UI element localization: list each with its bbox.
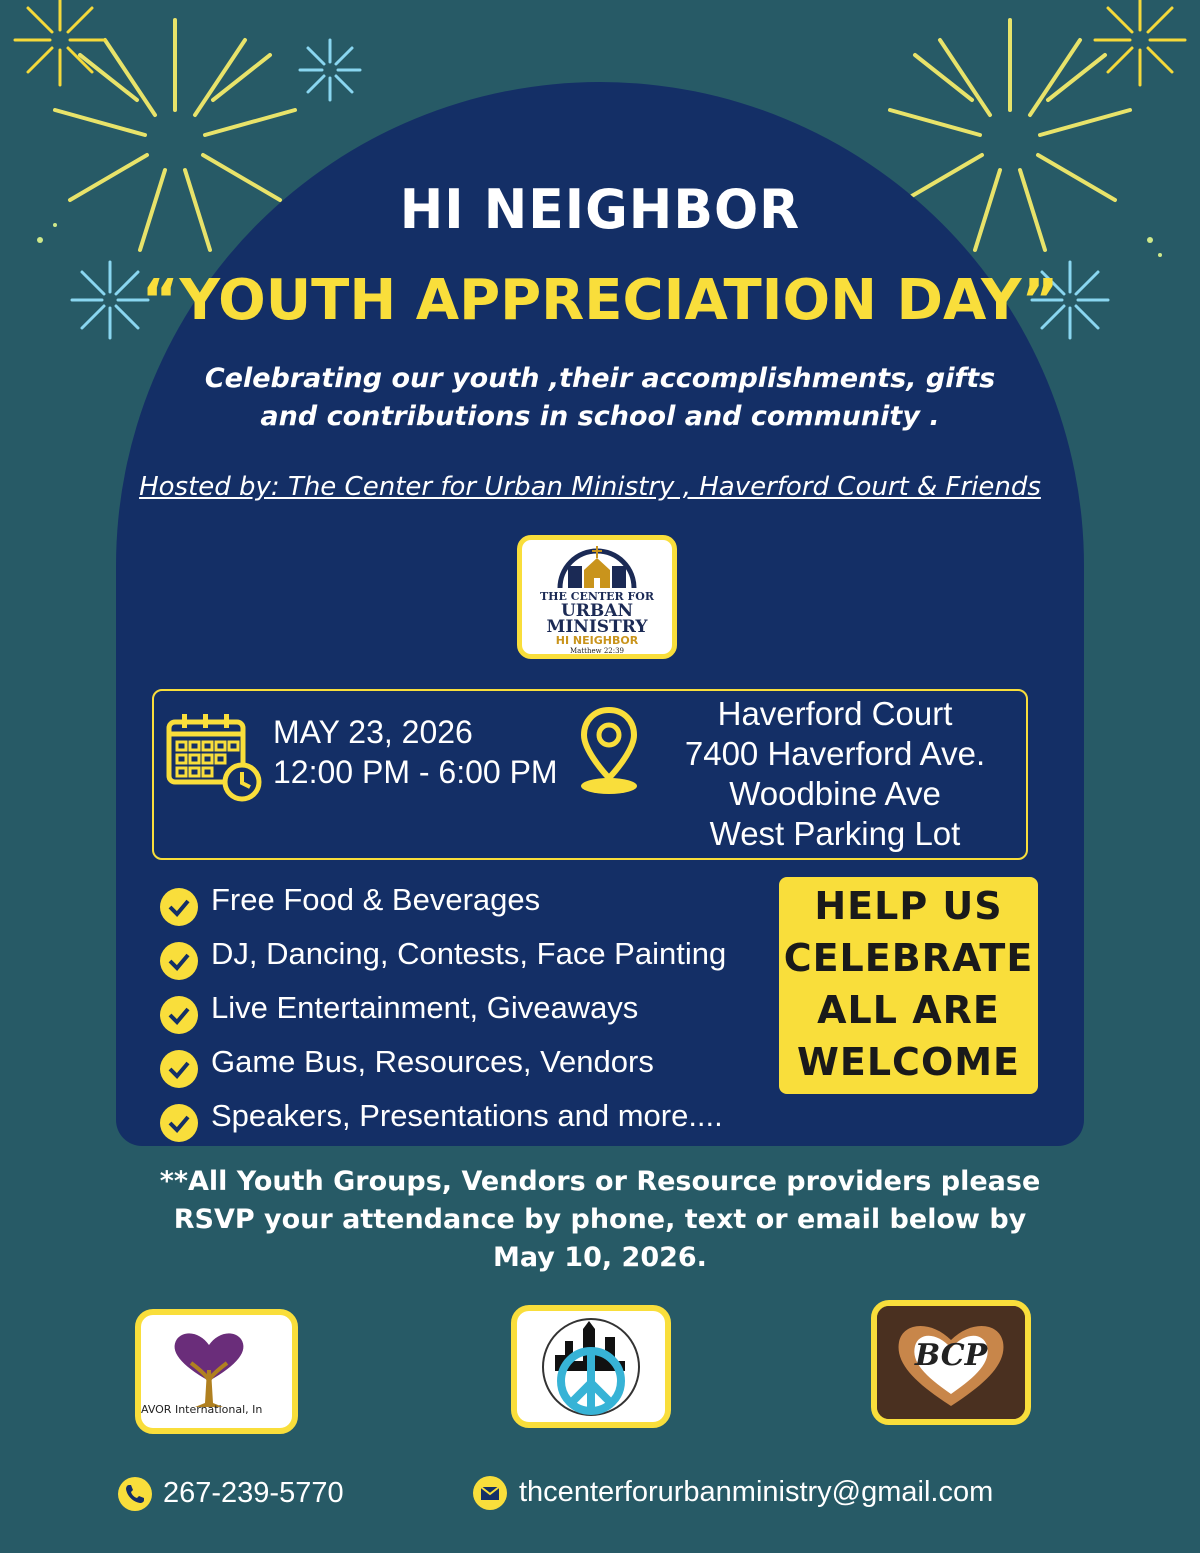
logo-text-line-4: HI NEIGHBOR bbox=[555, 634, 639, 647]
church-icon bbox=[552, 544, 642, 590]
feature-label: Speakers, Presentations and more.... bbox=[211, 1098, 723, 1133]
location-pin-icon bbox=[578, 706, 640, 796]
center-for-urban-ministry-logo bbox=[517, 535, 677, 659]
hosted-by-text: Hosted by: The Center for Urban Ministry , Haverford Court & Friends bbox=[139, 472, 1041, 502]
logo-text-line-3: MINISTRY bbox=[546, 617, 648, 637]
event-date-time bbox=[273, 712, 558, 792]
sponsor-logo-anti-violence bbox=[511, 1305, 671, 1428]
logo-text-line-1: THE CENTER FOR bbox=[539, 590, 655, 603]
event-time: 12:00 PM - 6:00 PM bbox=[273, 754, 558, 790]
logo-text-line-5: Matthew 22:39 bbox=[569, 647, 624, 655]
feature-label: Game Bus, Resources, Vendors bbox=[211, 1044, 654, 1079]
check-icon bbox=[160, 888, 198, 926]
rsvp-line-1: **All Youth Groups, Vendors or Resource providers please bbox=[159, 1166, 1041, 1197]
phone-icon bbox=[118, 1477, 152, 1511]
favor-logo-text: AVOR International, In bbox=[141, 1403, 263, 1416]
rsvp-line-2: RSVP your attendance by phone, text or email below by bbox=[173, 1204, 1027, 1235]
feature-label: Live Entertainment, Giveaways bbox=[211, 990, 639, 1025]
location-line-4: West Parking Lot bbox=[709, 815, 961, 852]
check-icon bbox=[160, 1104, 198, 1142]
location-line-2: 7400 Haverford Ave. bbox=[684, 735, 986, 772]
callout-line-1: HELP US bbox=[814, 884, 1003, 928]
sponsor-logo-favor bbox=[135, 1309, 298, 1434]
feature-label: Free Food & Beverages bbox=[211, 882, 541, 917]
flyer-title: HI NEIGHBOR bbox=[399, 178, 801, 242]
calendar-clock-icon bbox=[166, 712, 264, 802]
location-line-3: Woodbine Ave bbox=[729, 775, 941, 812]
location-line-1: Haverford Court bbox=[717, 695, 953, 732]
event-location bbox=[650, 694, 1020, 854]
check-icon bbox=[160, 996, 198, 1034]
callout-line-3: ALL ARE bbox=[817, 988, 1000, 1032]
callout-line-2: CELEBRATE bbox=[783, 936, 1034, 980]
rsvp-notice bbox=[100, 1163, 1100, 1277]
tagline-line-2: and contributions in school and community . bbox=[260, 401, 940, 432]
check-icon bbox=[160, 1050, 198, 1088]
event-tagline bbox=[150, 360, 1050, 436]
logo-text-line-2: URBAN bbox=[560, 601, 634, 621]
bcp-logo-text: BCP bbox=[914, 1338, 988, 1373]
email-icon bbox=[473, 1476, 507, 1510]
check-icon bbox=[160, 942, 198, 980]
contact-email: thcenterforurbanministry@gmail.com bbox=[519, 1476, 994, 1508]
event-date: MAY 23, 2026 bbox=[273, 714, 473, 750]
rsvp-line-3: May 10, 2026. bbox=[493, 1242, 707, 1273]
peace-sign-icon bbox=[517, 1311, 665, 1422]
contact-phone: 267-239-5770 bbox=[163, 1477, 344, 1509]
help-us-celebrate-callout bbox=[779, 877, 1038, 1094]
tagline-line-1: Celebrating our youth ,their accomplishments, gifts bbox=[204, 363, 996, 394]
event-name: “YOUTH APPRECIATION DAY” bbox=[141, 268, 1059, 333]
feature-label: DJ, Dancing, Contests, Face Painting bbox=[211, 936, 727, 971]
sponsor-logo-bcp bbox=[871, 1300, 1031, 1425]
callout-line-4: WELCOME bbox=[796, 1040, 1021, 1084]
